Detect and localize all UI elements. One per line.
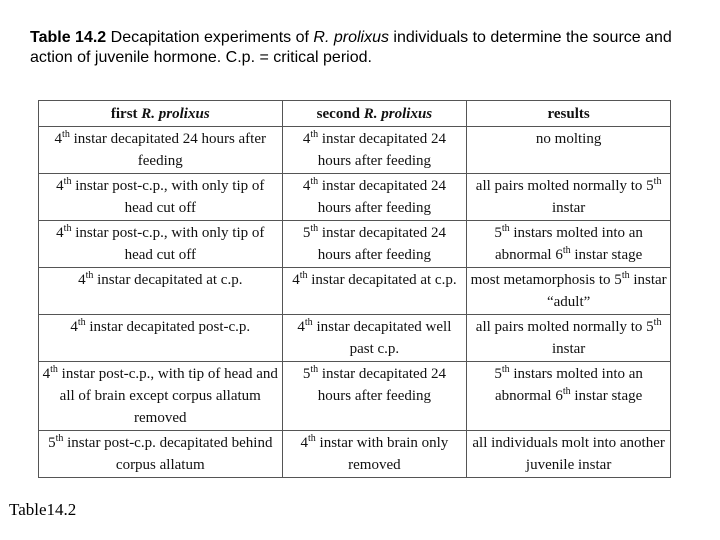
table-row [39, 431, 671, 478]
caption-label: Table 14.2 [30, 29, 107, 46]
header-second: second R. prolixus [282, 101, 467, 127]
cell-second: 4th instar decapitated at c.p. [282, 268, 467, 315]
cell-result: most metamorphosis to 5th instar “adult” [467, 268, 671, 315]
cell-second: 4th instar decapitated well past c.p. [282, 315, 467, 362]
table-row [39, 315, 671, 362]
cell-first: 4th instar decapitated post-c.p. [39, 315, 283, 362]
cell-result: all pairs molted normally to 5th instar [467, 315, 671, 362]
cell-second: 4th instar with brain only removed [282, 431, 467, 478]
cell-first: 4th instar decapitated 24 hours after feeding [39, 127, 283, 174]
cell-result: all individuals molt into another juvenile instar [467, 431, 671, 478]
cell-second: 4th instar decapitated 24 hours after feeding [282, 174, 467, 221]
table-row [39, 221, 671, 268]
decapitation-table [38, 100, 671, 478]
cell-first: 4th instar post-c.p., with only tip of head cut off [39, 221, 283, 268]
header-results: results [467, 101, 671, 127]
cell-second: 4th instar decapitated 24 hours after feeding [282, 127, 467, 174]
cell-first: 5th instar post-c.p. decapitated behind corpus allatum [39, 431, 283, 478]
cell-second: 5th instar decapitated 24 hours after feeding [282, 221, 467, 268]
table-row [39, 362, 671, 431]
cell-first: 4th instar decapitated at c.p. [39, 268, 283, 315]
cell-result: 5th instars molted into an abnormal 6th instar stage [467, 221, 671, 268]
header-first: first R. prolixus [39, 101, 283, 127]
table-row [39, 268, 671, 315]
caption-text-before: Decapitation experiments of [106, 29, 314, 46]
cell-result: 5th instars molted into an abnormal 6th instar stage [467, 362, 671, 431]
cell-first: 4th instar post-c.p., with only tip of head cut off [39, 174, 283, 221]
table-caption [30, 28, 690, 68]
cell-result: all pairs molted normally to 5th instar [467, 174, 671, 221]
caption-text-after: individuals to determine the source and action of juvenile hormone. C.p. = critical period. [30, 29, 672, 66]
footer-label: Table14.2 [9, 500, 77, 519]
cell-result: no molting [467, 127, 671, 174]
table-row [39, 127, 671, 174]
header-row [39, 101, 671, 127]
cell-first: 4th instar post-c.p., with tip of head and all of brain except corpus allatum removed [39, 362, 283, 431]
caption-species: R. prolixus [313, 29, 389, 46]
cell-second: 5th instar decapitated 24 hours after feeding [282, 362, 467, 431]
table-row [39, 174, 671, 221]
